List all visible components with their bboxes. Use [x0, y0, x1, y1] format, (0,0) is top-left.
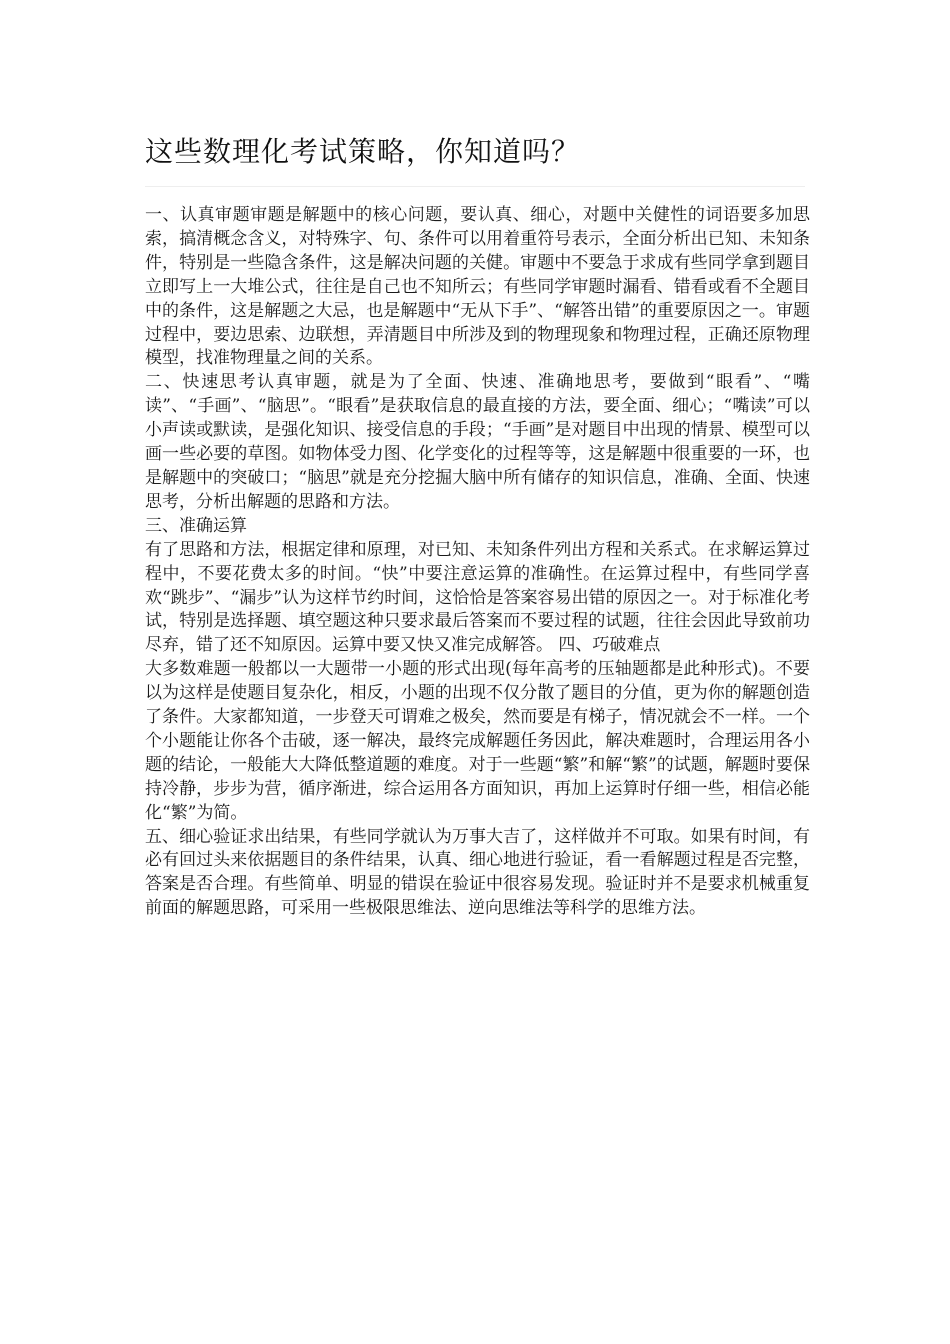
title-divider: [145, 186, 805, 187]
paragraph-accurate-calculation: 有了思路和方法，根据定律和原理，对已知、未知条件列出方程和关系式。在求解运算过程中，不要花费太多的时间。“快”中要注意运算的准确性。在运算过程中，有些同学喜欢“跳步”、“漏步”认为这样节约时间，这恰恰是答案容易出错的原因之一。对于标准化考试，特别是选择题、填空题这种只要求最后答案而不要过程的试题，往往会因此导致前功尽弃，错了还不知原因。运算中要又快又准完成解答。 四、巧破难点: [145, 539, 810, 656]
document-title: 这些数理化考试策略，你知道吗？: [145, 135, 581, 168]
paragraph-quick-thinking: 二、快速思考认真审题，就是为了全面、快速、准确地思考，要做到“眼看”、“嘴读”、“手画”、“脑思”。“眼看”是获取信息的最直接的方法，要全面、细心；“嘴读”可以小声读或默读，是强化知识、接受信息的手段；“手画”是对题目中出现的情景、模型可以画一些必要的草图。如物体受力图、化学变化的过程等等，这是解题中很重要的一环，也是解题中的突破口；“脑思”就是充分挖掘大脑中所有储存的知识信息，准确、全面、快速思考，分析出解题的思路和方法。: [145, 372, 810, 512]
paragraph-careful-reading: 一、认真审题审题是解题中的核心问题，要认真、细心，对题中关健性的词语要多加思索，搞清概念含义，对特殊字、句、条件可以用着重符号表示，全面分析出已知、未知条件，特别是一些隐含条件，这是解决问题的关健。审题中不要急于求成有些同学拿到题目立即写上一大堆公式，往往是自己也不知所云；有些同学审题时漏看、错看或看不全题目中的条件，这是解题之大忌，也是解题中“无从下手”、“解答出错”的重要原因之一。审题过程中，要边思索、边联想，弄清题目中所涉及到的物理现象和物理过程，正确还原物理模型，找准物理量之间的关系。: [145, 205, 810, 369]
paragraph-careful-verification: 五、细心验证求出结果，有些同学就认为万事大吉了，这样做并不可取。如果有时间，有必有回过头来依据题目的条件结果，认真、细心地进行验证，看一看解题过程是否完整，答案是否合理。有些简单、明显的错误在验证中很容易发现。验证时并不是要求机械重复前面的解题思路，可采用一些极限思维法、逆向思维法等科学的思维方法。: [145, 826, 810, 919]
document-body: [145, 204, 810, 921]
section-heading-accurate-calculation: 三、准确运算: [145, 515, 247, 536]
paragraph-breaking-difficulties: 大多数难题一般都以一大题带一小题的形式出现(每年高考的压轴题都是此种形式)。不要以为这样是使题目复杂化，相反，小题的出现不仅分散了题目的分值，更为你的解题创造了条件。大家都知道，一步登天可谓难之极矣，然而要是有梯子，情况就会不一样。一个个小题能让你各个击破，逐一解决，最终完成解题任务因此，解决难题时，合理运用各小题的结论，一般能大大降低整道题的难度。对于一些题“繁”和解“繁”的试题，解题时要保持冷静，步步为营，循序渐进，综合运用各方面知识，再加上运算时仔细一些，相信必能化“繁”为简。: [145, 659, 810, 823]
